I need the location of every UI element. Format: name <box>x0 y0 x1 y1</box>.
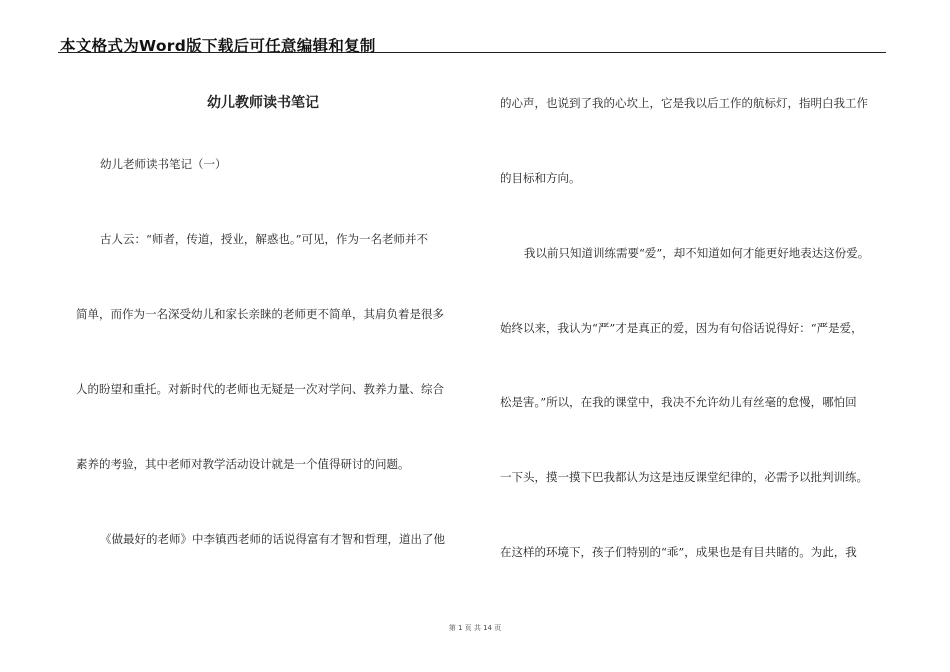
document-banner: 本文格式为Word版下载后可任意编辑和复制 <box>60 37 376 55</box>
paragraph-line: 在这样的环境下，孩子们特别的“乖”，成果也是有目共睹的。为此，我 <box>500 545 857 559</box>
paragraph-line: 我以前只知道训练需要“爱”，却不知道如何才能更好地表达这份爱。 <box>524 246 870 260</box>
paragraph-line: 始终以来，我认为“严”才是真正的爱，因为有句俗话说得好：“严是爱， <box>500 321 863 335</box>
paragraph-line: 一下头，摸一摸下巴我都认为这是违反课堂纪律的，必需予以批判训练。 <box>500 470 868 484</box>
paragraph-line: 《做最好的老师》中李镇西老师的话说得富有才智和哲理，道出了他 <box>100 532 445 546</box>
paragraph-line: 的目标和方向。 <box>500 171 581 185</box>
paragraph-line: 素养的考验，其中老师对教学活动设计就是一个值得研讨的问题。 <box>76 457 410 471</box>
paragraph-line: 幼儿老师读书笔记（一） <box>100 157 227 171</box>
page-number: 第 1 页 共 14 页 <box>448 624 502 632</box>
header-divider <box>58 52 886 53</box>
paragraph-line: 古人云：“师者，传道，授业，解惑也。”可见，作为一名老师并不 <box>100 232 429 246</box>
paragraph-line: 人的盼望和重托。对新时代的老师也无疑是一次对学问、教养力量、综合 <box>76 382 444 396</box>
paragraph-line: 的心声，也说到了我的心坎上，它是我以后工作的航标灯，指明白我工作 <box>500 96 868 110</box>
document-title: 幼儿教师读书笔记 <box>207 95 319 111</box>
paragraph-line: 简单，而作为一名深受幼儿和家长亲睐的老师更不简单，其肩负着是很多 <box>76 307 444 321</box>
paragraph-line: 松是害。”所以，在我的课堂中，我决不允许幼儿有丝毫的怠慢，哪怕回 <box>500 395 857 409</box>
